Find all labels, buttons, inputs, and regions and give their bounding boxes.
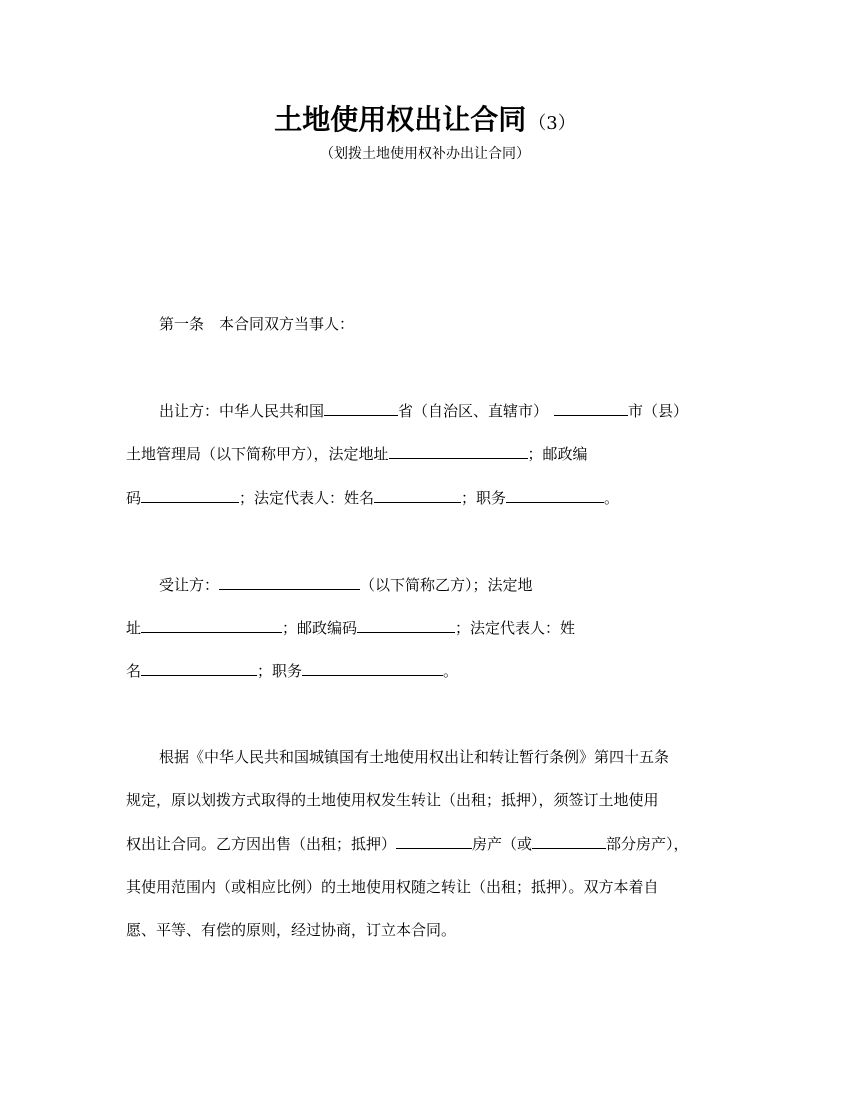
basis-line-4: 其使用范围内（或相应比例）的土地使用权随之转让（出租；抵押）。双方本着自 (126, 878, 659, 896)
transferee-line-3 (126, 658, 458, 683)
basis-partial-text: 部分房产）， (606, 835, 689, 853)
transferee-rep-label-end: 名 (126, 662, 142, 680)
transferor-address-label: 土地管理局（以下简称甲方），法定地址 (126, 445, 389, 463)
province-blank[interactable] (324, 398, 398, 416)
transferor-end-mark: 。 (604, 489, 620, 507)
transferor-line-1 (159, 398, 688, 423)
title-block (0, 100, 850, 164)
transferor-postcode-blank[interactable] (141, 485, 239, 503)
basis-sale-text: 权出让合同。乙方因出售（出租；抵押） (126, 835, 397, 853)
transferor-postcode-label: ；邮政编 (527, 445, 588, 463)
transferee-label: 受让方： (159, 576, 220, 594)
transferee-line-2 (126, 615, 575, 640)
transferor-rep-name-blank[interactable] (374, 485, 461, 503)
transferee-name-blank[interactable] (219, 572, 360, 590)
basis-line-5: 愿、平等、有偿的原则，经过协商，订立本合同。 (126, 921, 457, 939)
basis-line-3 (126, 831, 689, 856)
document-subtitle: （划拨土地使用权补办出让合同） (320, 146, 530, 162)
transferee-end-mark: 。 (443, 662, 459, 680)
transferee-title-label: ；职务 (257, 662, 303, 680)
transferee-postcode-blank[interactable] (357, 615, 455, 633)
transferee-address-blank[interactable] (141, 615, 282, 633)
partial-property-blank[interactable] (532, 831, 606, 849)
document-title: 土地使用权出让合同 (274, 103, 527, 136)
article-text: 本合同双方当事人： (219, 315, 355, 333)
transferor-title-blank[interactable] (506, 485, 604, 503)
basis-line-1: 根据《中华人民共和国城镇国有土地使用权出让和转让暂行条例》第四十五条 (159, 748, 670, 766)
transferor-line-3 (126, 485, 619, 510)
transferee-rep-name-blank[interactable] (141, 658, 257, 676)
transferee-address-label: 址 (126, 619, 142, 637)
basis-property-text: 房产（或 (472, 835, 533, 853)
article-number: 第一条 (159, 315, 205, 333)
transferee-intro-text: （以下简称乙方）；法定地 (360, 576, 533, 594)
property-blank[interactable] (396, 831, 472, 849)
transferor-city-text: 市（县） (628, 402, 689, 420)
transferor-rep-label: ；法定代表人：姓名 (239, 489, 375, 507)
transferor-title-label: ；职务 (461, 489, 507, 507)
transferor-label: 出让方：中华人民共和国 (159, 402, 325, 420)
transferee-postcode-label: ；邮政编码 (282, 619, 358, 637)
transferor-province-text: 省（自治区、直辖市） (398, 402, 549, 420)
article-1-heading (159, 312, 354, 336)
transferor-postcode-label-end: 码 (126, 489, 142, 507)
city-blank[interactable] (554, 398, 628, 416)
title-line (0, 100, 850, 144)
document-number: （3） (528, 113, 576, 134)
transferor-line-2 (126, 441, 588, 466)
transferee-title-blank[interactable] (302, 658, 443, 676)
transferor-address-blank[interactable] (389, 441, 528, 459)
transferee-line-1 (159, 572, 533, 597)
basis-line-2: 规定，原以划拨方式取得的土地使用权发生转让（出租；抵押），须签订土地使用 (126, 791, 659, 809)
transferee-rep-label: ；法定代表人：姓 (455, 619, 576, 637)
